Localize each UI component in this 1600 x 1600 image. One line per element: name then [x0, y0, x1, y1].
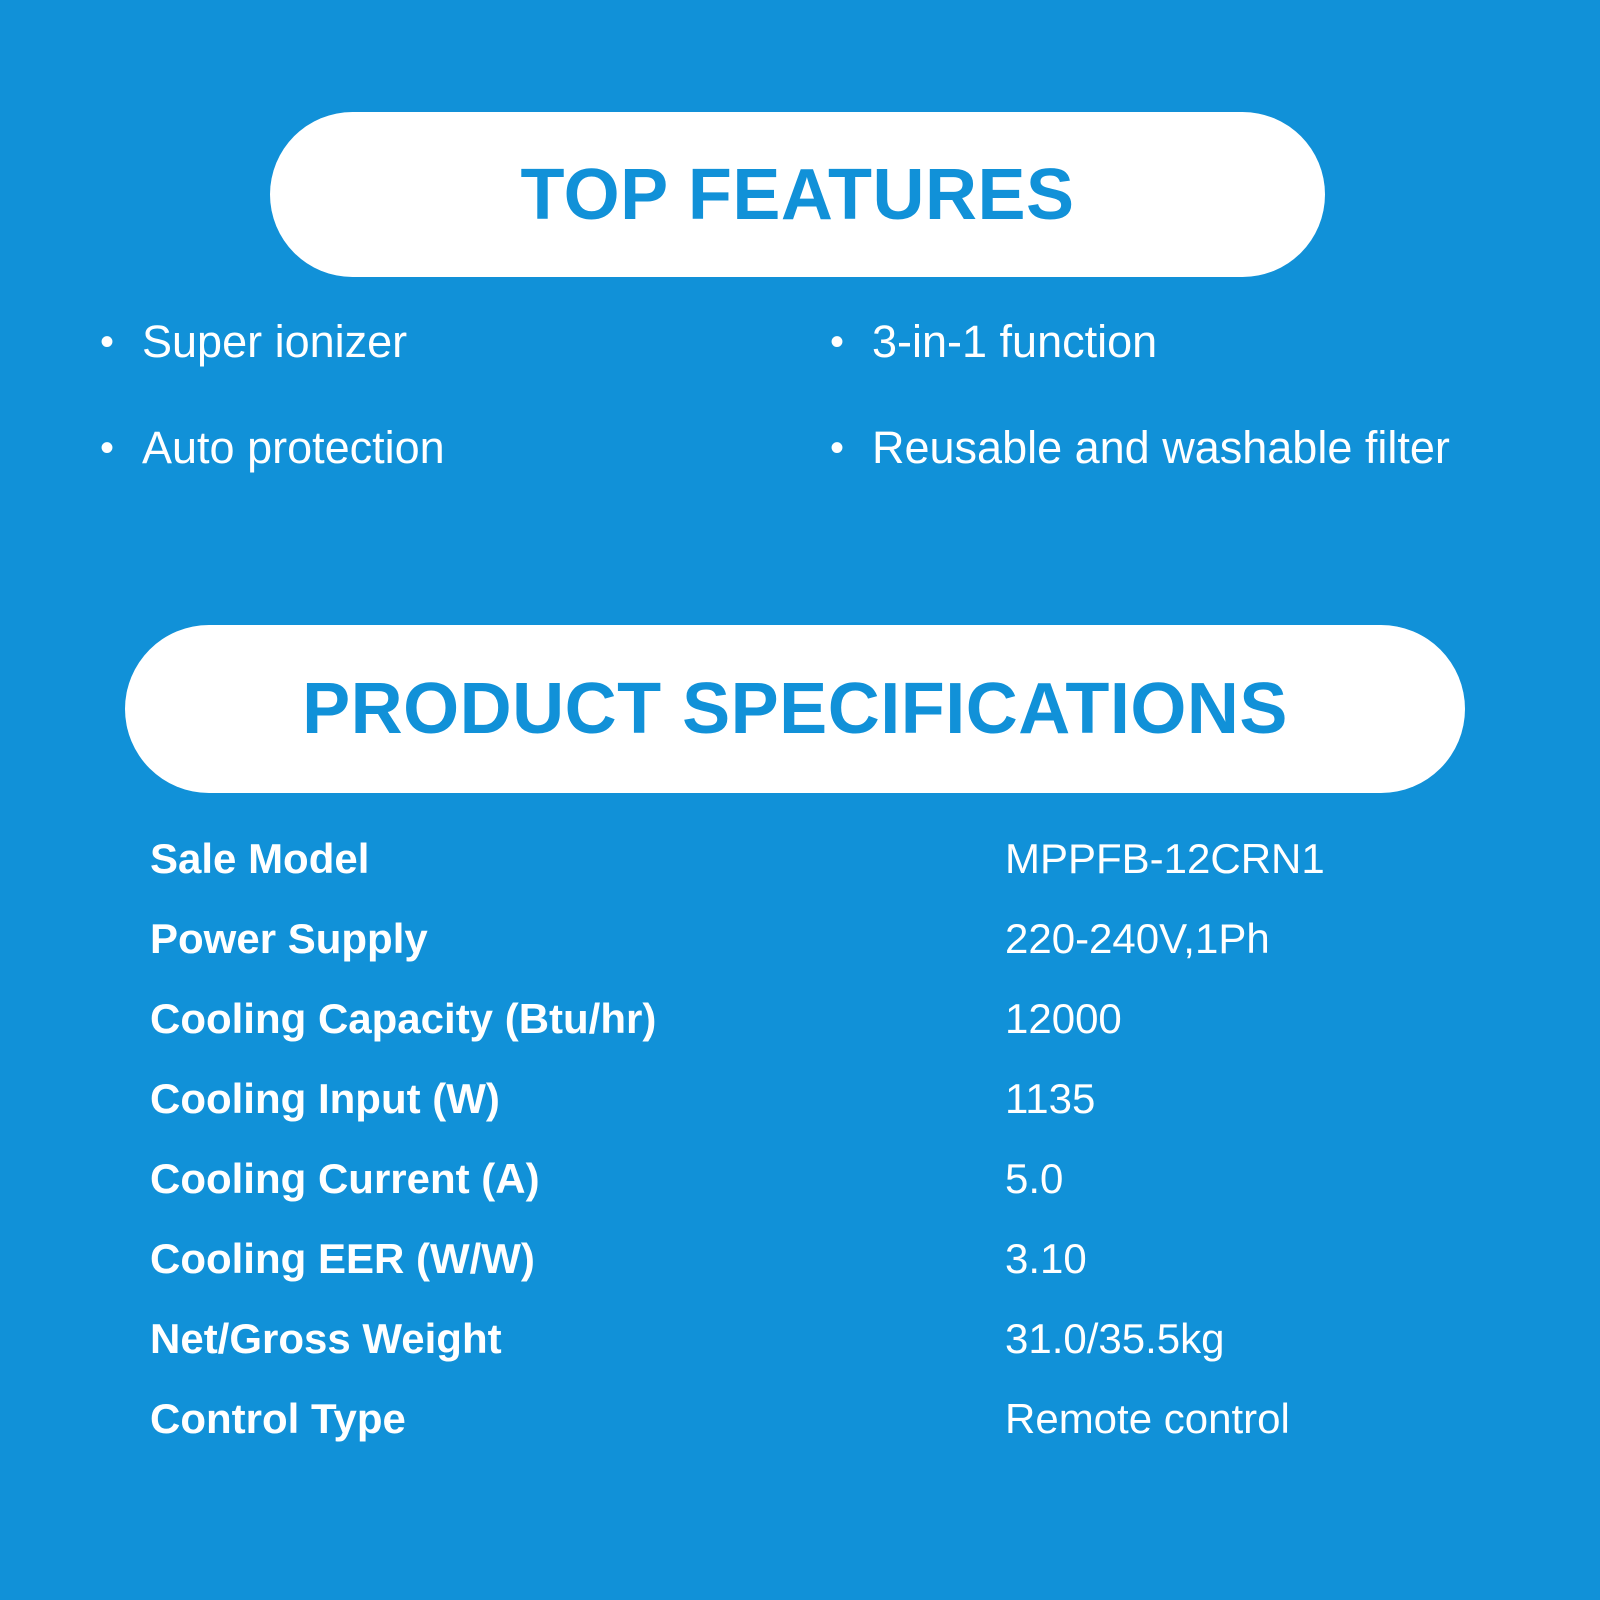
top-features-heading-text: TOP FEATURES [520, 154, 1075, 235]
spec-value: 3.10 [1005, 1235, 1087, 1282]
spec-key: Control Type [150, 1395, 406, 1442]
spec-key: Cooling Capacity (Btu/hr) [150, 995, 657, 1042]
feature-label: Auto protection [142, 422, 445, 473]
product-specifications-heading-pill [125, 625, 1465, 793]
feature-label: 3-in-1 function [872, 316, 1158, 367]
spec-value: 1135 [1005, 1075, 1096, 1122]
feature-item [100, 416, 810, 480]
spec-key: Net/Gross Weight [150, 1315, 502, 1362]
bullet-icon: • [830, 426, 845, 470]
table-row [150, 1075, 1480, 1155]
bullet-icon: • [100, 426, 115, 470]
spec-key: Cooling EER (W/W) [150, 1235, 535, 1282]
spec-key: Power Supply [150, 915, 428, 962]
table-row [150, 835, 1480, 915]
spec-value: 31.0/35.5kg [1005, 1315, 1225, 1362]
spec-value: Remote control [1005, 1395, 1290, 1442]
spec-key: Cooling Current (A) [150, 1155, 540, 1202]
feature-item [100, 310, 810, 374]
bullet-icon: • [830, 320, 845, 364]
bullet-icon: • [100, 320, 115, 364]
spec-key: Sale Model [150, 835, 370, 882]
product-specifications-heading-text: PRODUCT SPECIFICATIONS [302, 669, 1288, 749]
features-column-right [810, 310, 1520, 522]
table-row [150, 1235, 1480, 1315]
feature-item [830, 416, 1520, 480]
spec-value: 5.0 [1005, 1155, 1064, 1202]
table-row [150, 1315, 1480, 1395]
table-row [150, 1155, 1480, 1235]
table-row [150, 1395, 1480, 1475]
spec-key: Cooling Input (W) [150, 1075, 500, 1122]
table-row [150, 915, 1480, 995]
spec-value: 220-240V,1Ph [1005, 915, 1270, 962]
top-features-heading-pill [270, 112, 1325, 277]
feature-item [830, 310, 1520, 374]
table-row [150, 995, 1480, 1075]
specifications-table [150, 835, 1480, 1475]
feature-label: Reusable and washable filter [872, 422, 1450, 473]
spec-value: 12000 [1005, 995, 1122, 1042]
feature-label: Super ionizer [142, 316, 408, 367]
spec-value: MPPFB-12CRN1 [1005, 835, 1325, 882]
top-features-list [100, 310, 1520, 522]
features-column-left [100, 310, 810, 522]
